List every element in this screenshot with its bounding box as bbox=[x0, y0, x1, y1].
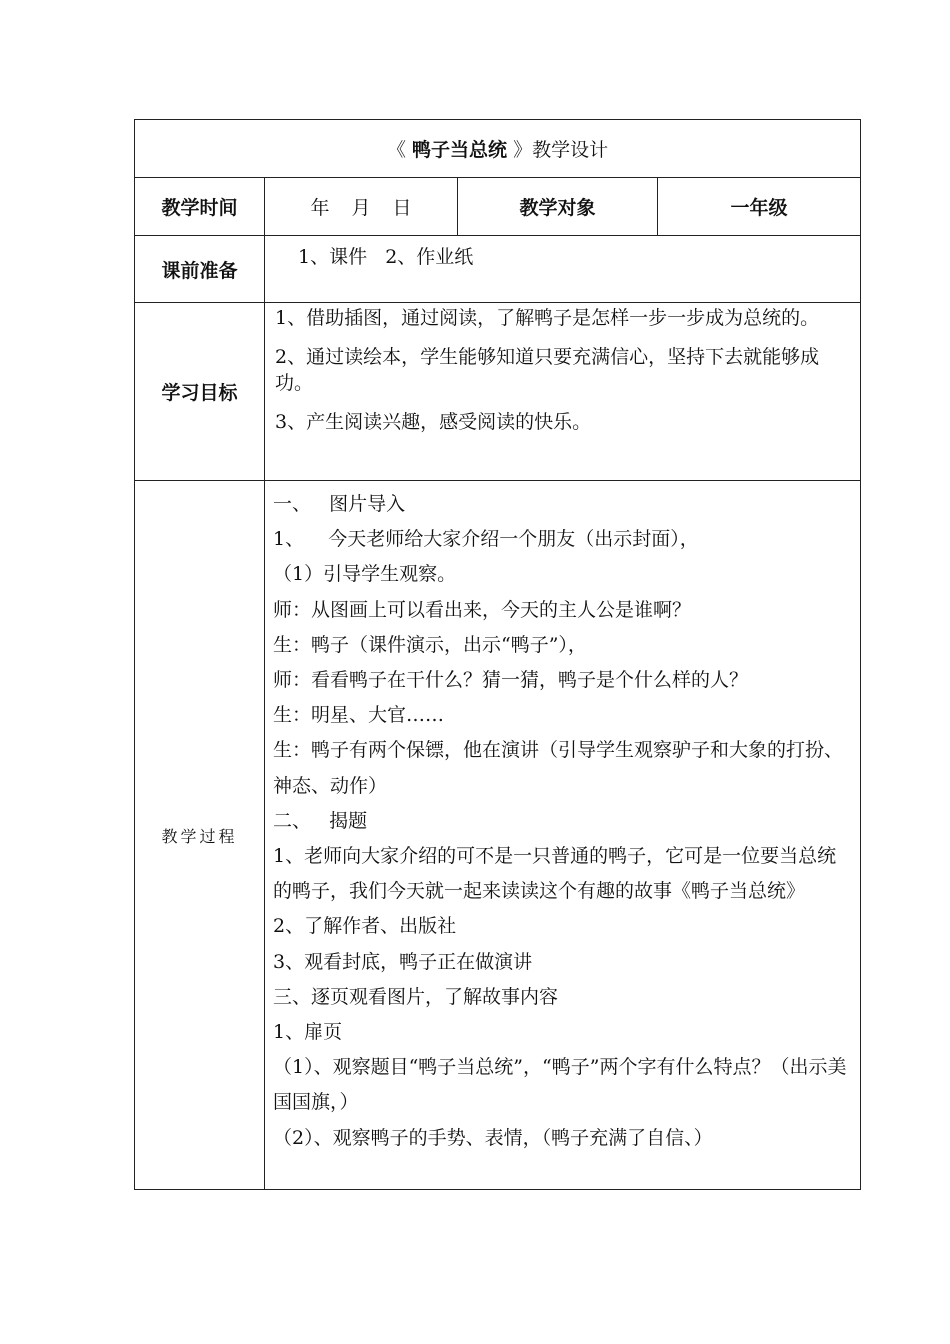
process-line: 师：看看鸭子在干什么？猜一猜，鸭子是个什么样的人？ bbox=[273, 669, 749, 692]
process-line: 一、 图片导入 bbox=[273, 493, 406, 515]
process-line: （1）、观察题目“鸭子当总统”，“鸭子”两个字有什么特点？（出示美国国旗，） bbox=[273, 1056, 847, 1114]
teaching-target-value: 一年级 bbox=[658, 178, 861, 236]
goal-item: 3、产生阅读兴趣，感受阅读的快乐。 bbox=[275, 411, 592, 433]
title-row bbox=[135, 120, 861, 178]
process-line: 2、了解作者、出版社 bbox=[273, 915, 457, 938]
date-year: 年 bbox=[310, 197, 330, 219]
preparation-value: 1、课件 2、作业纸 bbox=[265, 236, 861, 303]
process-line: 3、观看封底，鸭子正在做演讲 bbox=[273, 950, 533, 973]
process-line: 1、 今天老师给大家介绍一个朋友（出示封面）， bbox=[273, 528, 699, 551]
title-suffix: 》教学设计 bbox=[513, 139, 609, 161]
lesson-plan-table bbox=[134, 119, 861, 1190]
process-line: 三、逐页观看图片，了解故事内容 bbox=[273, 985, 559, 1008]
goal-item: 2、通过读绘本，学生能够知道只要充满信心，坚持下去就能够成功。 bbox=[275, 346, 820, 394]
process-line: （1）引导学生观察。 bbox=[273, 563, 457, 586]
document-title bbox=[135, 120, 861, 178]
teaching-date-value bbox=[265, 178, 458, 236]
preparation-label: 课前准备 bbox=[135, 236, 265, 303]
process-line: （2）、观察鸭子的手势、表情，（鸭子充满了自信、） bbox=[273, 1126, 713, 1149]
learning-goals-row bbox=[135, 303, 861, 481]
teaching-time-row bbox=[135, 178, 861, 236]
title-main: 鸭子当总统 bbox=[412, 139, 508, 161]
process-line: 生：鸭子有两个保镖，他在演讲（引导学生观察驴子和大象的打扮、神态、动作） bbox=[273, 739, 844, 797]
process-line: 师：从图画上可以看出来，今天的主人公是谁啊？ bbox=[273, 598, 692, 621]
teaching-process-label: 教学过程 bbox=[135, 481, 265, 1190]
date-month: 月 bbox=[351, 197, 371, 219]
teaching-time-label: 教学时间 bbox=[135, 178, 265, 236]
process-line: 1、老师向大家介绍的可不是一只普通的鸭子，它可是一位要当总统的鸭子，我们今天就一起来读读这个有趣的故事《鸭子当总统》 bbox=[273, 845, 837, 903]
date-day: 日 bbox=[392, 197, 412, 219]
process-line: 生：明星、大官…… bbox=[273, 704, 445, 727]
learning-goals-label: 学习目标 bbox=[135, 303, 265, 481]
goal-item: 1、借助插图，通过阅读，了解鸭子是怎样一步一步成为总统的。 bbox=[275, 307, 820, 329]
teaching-process-content bbox=[265, 481, 861, 1190]
teaching-target-label: 教学对象 bbox=[458, 178, 658, 236]
process-line: 二、 揭题 bbox=[273, 809, 368, 832]
process-line: 1、扉页 bbox=[273, 1021, 343, 1044]
learning-goals-content bbox=[265, 303, 861, 481]
preparation-row bbox=[135, 236, 861, 303]
teaching-process-row bbox=[135, 481, 861, 1190]
process-line: 生：鸭子（课件演示，出示“鸭子”）， bbox=[273, 633, 587, 656]
title-prefix: 《 bbox=[386, 139, 406, 161]
